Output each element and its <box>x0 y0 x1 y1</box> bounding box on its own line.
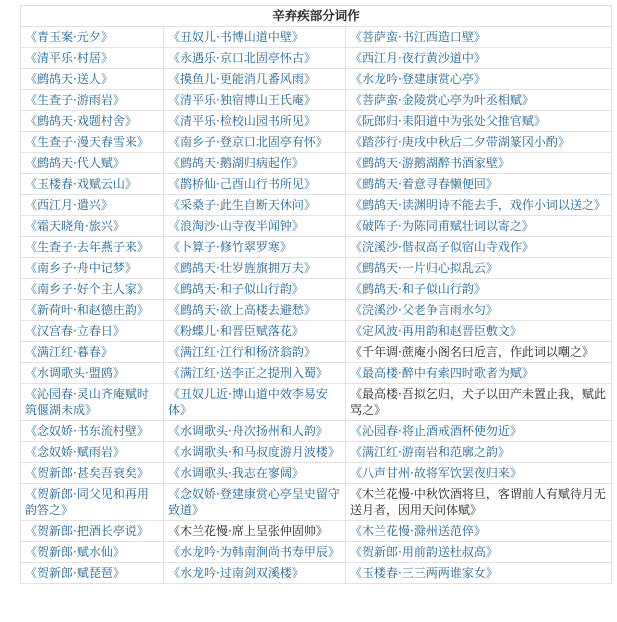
table-row <box>21 421 612 442</box>
poem-link[interactable]: 《满江红·送李正之提刑入蜀》 <box>168 366 328 380</box>
table-cell <box>164 300 346 321</box>
poem-link[interactable]: 《玉楼春·三三两两谁家女》 <box>350 566 498 580</box>
table-cell <box>164 363 346 384</box>
table-cell <box>164 258 346 279</box>
table-cell <box>346 542 612 563</box>
poem-link[interactable]: 《鹧鸪天·鹅湖归病起作》 <box>168 156 304 170</box>
poem-link[interactable]: 《贺新郎·同父见和再用韵答之》 <box>25 487 149 517</box>
poem-link[interactable]: 《水龙吟·为韩南涧尚书寿甲辰》 <box>168 545 340 559</box>
table-row <box>21 521 612 542</box>
table-cell <box>346 90 612 111</box>
table-cell <box>21 484 164 521</box>
poem-title: 《木兰花慢·中秋饮酒将旦，客谓前人有赋待月无送月者，因用天问体赋》 <box>350 487 606 517</box>
table-cell <box>164 321 346 342</box>
table-cell <box>346 195 612 216</box>
poem-link[interactable]: 《念奴娇·书东流村壁》 <box>25 424 149 438</box>
table-row <box>21 463 612 484</box>
poem-link[interactable]: 《卜算子·修竹翠罗寒》 <box>168 240 292 254</box>
table-title: 辛弃疾部分词作 <box>21 6 612 27</box>
poem-link[interactable]: 《南乡子·登京口北固亭有怀》 <box>168 135 328 149</box>
table-cell <box>164 195 346 216</box>
table-cell <box>21 442 164 463</box>
table-row <box>21 542 612 563</box>
table-cell <box>346 484 612 521</box>
table-body <box>21 27 612 584</box>
table-cell <box>164 90 346 111</box>
poem-link[interactable]: 《鹧鸪天·戏题村舍》 <box>25 114 137 128</box>
table-row <box>21 216 612 237</box>
table-row <box>21 442 612 463</box>
poem-link[interactable]: 《霜天晓角·旅兴》 <box>25 219 125 233</box>
poem-link[interactable]: 《汉宫春·立春日》 <box>25 324 125 338</box>
table-row <box>21 237 612 258</box>
poem-title: 《千年调·蔗庵小阁名曰卮言，作此词以嘲之》 <box>350 345 594 359</box>
table-cell <box>346 279 612 300</box>
poem-link[interactable]: 《永遇乐·京口北固亭怀古》 <box>168 51 316 65</box>
table-cell <box>346 321 612 342</box>
poem-link[interactable]: 《丑奴儿·书博山道中壁》 <box>168 30 304 44</box>
table-cell <box>164 563 346 584</box>
poem-link[interactable]: 《八声甘州·故将军饮罢夜归来》 <box>350 466 522 480</box>
table-cell <box>346 384 612 421</box>
poem-title: 《木兰花慢·席上呈张仲固帅》 <box>168 524 328 538</box>
poem-link[interactable]: 《鹧鸪天·读渊明诗不能去手，戏作小词以送之》 <box>350 198 606 212</box>
poem-link[interactable]: 《贺新郎·赋琵琶》 <box>25 566 125 580</box>
poem-link[interactable]: 《鹧鸪天·壮岁旌旗拥万夫》 <box>168 261 316 275</box>
poem-link[interactable]: 《浣溪沙·偕叔高子似宿山寺戏作》 <box>350 240 534 254</box>
table-cell <box>346 258 612 279</box>
poem-link[interactable]: 《清平乐·独宿博山王氏庵》 <box>168 93 316 107</box>
poem-link[interactable]: 《贺新郎·把酒长亭说》 <box>25 524 149 538</box>
table-cell <box>346 216 612 237</box>
table-cell <box>21 90 164 111</box>
table-cell <box>346 442 612 463</box>
table-cell <box>21 363 164 384</box>
poem-link[interactable]: 《浣溪沙·父老争言雨水匀》 <box>350 303 498 317</box>
poem-link[interactable]: 《鹧鸪天·着意寻春懒便回》 <box>350 177 498 191</box>
table-row <box>21 363 612 384</box>
poem-link[interactable]: 《水龙吟·过南剑双溪楼》 <box>168 566 304 580</box>
table-cell <box>164 384 346 421</box>
poem-link[interactable]: 《鹧鸪天·欲上高楼去避愁》 <box>168 303 316 317</box>
table-cell <box>164 442 346 463</box>
table-header-row <box>21 6 612 27</box>
poem-link[interactable]: 《鹧鸪天·一片归心拟乱云》 <box>350 261 498 275</box>
table-cell <box>164 421 346 442</box>
poem-link[interactable]: 《沁园春·将止酒戒酒杯使勿近》 <box>350 424 522 438</box>
poem-link[interactable]: 《鹧鸪天·游鹅湖醉书酒家壁》 <box>350 156 510 170</box>
table-cell <box>346 363 612 384</box>
poem-link[interactable]: 《满江红·江行和杨济翁韵》 <box>168 345 316 359</box>
table-row <box>21 300 612 321</box>
poem-link[interactable]: 《定风波·再用韵和赵晋臣敷文》 <box>350 324 522 338</box>
table-cell <box>21 279 164 300</box>
poem-link[interactable]: 《南乡子·好个主人家》 <box>25 282 149 296</box>
table-cell <box>21 421 164 442</box>
table-cell <box>164 216 346 237</box>
poems-table <box>20 5 612 584</box>
poem-link[interactable]: 《念奴娇·登建康赏心亭呈史留守致道》 <box>168 487 340 517</box>
poem-link[interactable]: 《贺新郎·赋水仙》 <box>25 545 125 559</box>
table-cell <box>21 111 164 132</box>
poem-link[interactable]: 《满江红·游南岩和范廓之韵》 <box>350 445 510 459</box>
poem-link[interactable]: 《念奴娇·赋雨岩》 <box>25 445 125 459</box>
table-cell <box>21 384 164 421</box>
table-cell <box>164 521 346 542</box>
table-cell <box>164 27 346 48</box>
table-cell <box>164 153 346 174</box>
table-cell <box>346 27 612 48</box>
table-cell <box>21 563 164 584</box>
poem-link[interactable]: 《鹧鸪天·送人》 <box>25 72 113 86</box>
table-cell <box>21 463 164 484</box>
table-row <box>21 27 612 48</box>
table-cell <box>346 421 612 442</box>
table-cell <box>164 237 346 258</box>
poem-link[interactable]: 《破阵子·为陈同甫赋壮词以寄之》 <box>350 219 534 233</box>
table-cell <box>21 237 164 258</box>
table-row <box>21 384 612 421</box>
poem-link[interactable]: 《菩萨蛮·金陵赏心亭为叶丞相赋》 <box>350 93 534 107</box>
table-row <box>21 321 612 342</box>
poem-link[interactable]: 《水调歌头·我志在寥阔》 <box>168 466 304 480</box>
poem-link[interactable]: 《鹊桥仙·己酉山行书所见》 <box>168 177 316 191</box>
table-cell <box>21 69 164 90</box>
table-cell <box>21 132 164 153</box>
poem-link[interactable]: 《浪淘沙·山寺夜半闻钟》 <box>168 219 304 233</box>
table-cell <box>346 463 612 484</box>
poem-link[interactable]: 《西江月·夜行黄沙道中》 <box>350 51 486 65</box>
table-cell <box>164 279 346 300</box>
table-row <box>21 69 612 90</box>
table-cell <box>21 216 164 237</box>
table-cell <box>346 342 612 363</box>
table-cell <box>164 174 346 195</box>
table-cell <box>21 342 164 363</box>
table-cell <box>346 48 612 69</box>
table-cell <box>346 69 612 90</box>
poem-link[interactable]: 《水龙吟·登建康赏心亭》 <box>350 72 486 86</box>
table-row <box>21 342 612 363</box>
poem-link[interactable]: 《摸鱼儿·更能消几番风雨》 <box>168 72 316 86</box>
poem-link[interactable]: 《生查子·去年燕子来》 <box>25 240 149 254</box>
poem-link[interactable]: 《水调歌头·和马叔度游月波楼》 <box>168 445 340 459</box>
poem-link[interactable]: 《南乡子·舟中记梦》 <box>25 261 137 275</box>
table-cell <box>21 195 164 216</box>
poem-link[interactable]: 《踏莎行·庚戌中秋后二夕带湖篆冈小酌》 <box>350 135 570 149</box>
poem-link[interactable]: 《沁园春·灵山齐庵赋时筑偃湖未成》 <box>25 387 149 417</box>
table-cell <box>346 521 612 542</box>
table-cell <box>21 153 164 174</box>
poem-link[interactable]: 《生查子·游雨岩》 <box>25 93 125 107</box>
table-cell <box>21 174 164 195</box>
poem-link[interactable]: 《清平乐·村居》 <box>25 51 113 65</box>
table-row <box>21 484 612 521</box>
table-row <box>21 258 612 279</box>
table-cell <box>21 300 164 321</box>
table-cell <box>164 69 346 90</box>
table-cell <box>346 174 612 195</box>
poem-link[interactable]: 《菩萨蛮·书江西造口壁》 <box>350 30 486 44</box>
poem-link[interactable]: 《鹧鸪天·和子似山行韵》 <box>350 282 486 296</box>
table-cell <box>21 27 164 48</box>
table-cell <box>346 111 612 132</box>
table-row <box>21 48 612 69</box>
poem-link[interactable]: 《木兰花慢·滁州送范倅》 <box>350 524 486 538</box>
table-cell <box>346 563 612 584</box>
table-cell <box>164 48 346 69</box>
poem-link[interactable]: 《青玉案·元夕》 <box>25 30 113 44</box>
table-cell <box>164 111 346 132</box>
table-row <box>21 111 612 132</box>
table-cell <box>164 463 346 484</box>
table-cell <box>21 521 164 542</box>
table-cell <box>346 153 612 174</box>
poem-link[interactable]: 《粉蝶儿·和晋臣赋落花》 <box>168 324 304 338</box>
poem-link[interactable]: 《阮郎归·耒阳道中为张处父推官赋》 <box>350 114 546 128</box>
poem-title: 《最高楼·吾拟乞归，犬子以田产未置止我，赋此骂之》 <box>350 387 606 417</box>
poem-link[interactable]: 《丑奴儿近·博山道中效李易安体》 <box>168 387 328 417</box>
poem-link[interactable]: 《贺新郎·甚矣吾衰矣》 <box>25 466 149 480</box>
table-cell <box>164 132 346 153</box>
poem-link[interactable]: 《西江月·遣兴》 <box>25 198 113 212</box>
poem-link[interactable]: 《贺新郎·用前韵送杜叔高》 <box>350 545 498 559</box>
table-cell <box>164 542 346 563</box>
table-row <box>21 90 612 111</box>
poem-link[interactable]: 《鹧鸪天·代人赋》 <box>25 156 125 170</box>
table-row <box>21 279 612 300</box>
table-cell <box>164 484 346 521</box>
poem-link[interactable]: 《采桑子·此生自断天休问》 <box>168 198 316 212</box>
poem-link[interactable]: 《生查子·漫天春雪来》 <box>25 135 149 149</box>
table-row <box>21 195 612 216</box>
table-row <box>21 132 612 153</box>
table-cell <box>346 300 612 321</box>
poem-link[interactable]: 《水调歌头·盟鸥》 <box>25 366 125 380</box>
table-cell <box>21 321 164 342</box>
poem-link[interactable]: 《清平乐·检校山园书所见》 <box>168 114 316 128</box>
table-row <box>21 153 612 174</box>
table-cell <box>346 237 612 258</box>
poem-link[interactable]: 《鹧鸪天·和子似山行韵》 <box>168 282 304 296</box>
table-cell <box>21 48 164 69</box>
poem-link[interactable]: 《水调歌头·舟次扬州和人韵》 <box>168 424 328 438</box>
poem-link[interactable]: 《新荷叶·和赵德庄韵》 <box>25 303 149 317</box>
table-cell <box>21 258 164 279</box>
poem-link[interactable]: 《满江红·暮春》 <box>25 345 113 359</box>
table-cell <box>164 342 346 363</box>
table-row <box>21 563 612 584</box>
poem-link[interactable]: 《玉楼春·戏赋云山》 <box>25 177 137 191</box>
table-cell <box>346 132 612 153</box>
table-row <box>21 174 612 195</box>
poem-link[interactable]: 《最高楼·醉中有索四时歌者为赋》 <box>350 366 534 380</box>
table-cell <box>21 542 164 563</box>
